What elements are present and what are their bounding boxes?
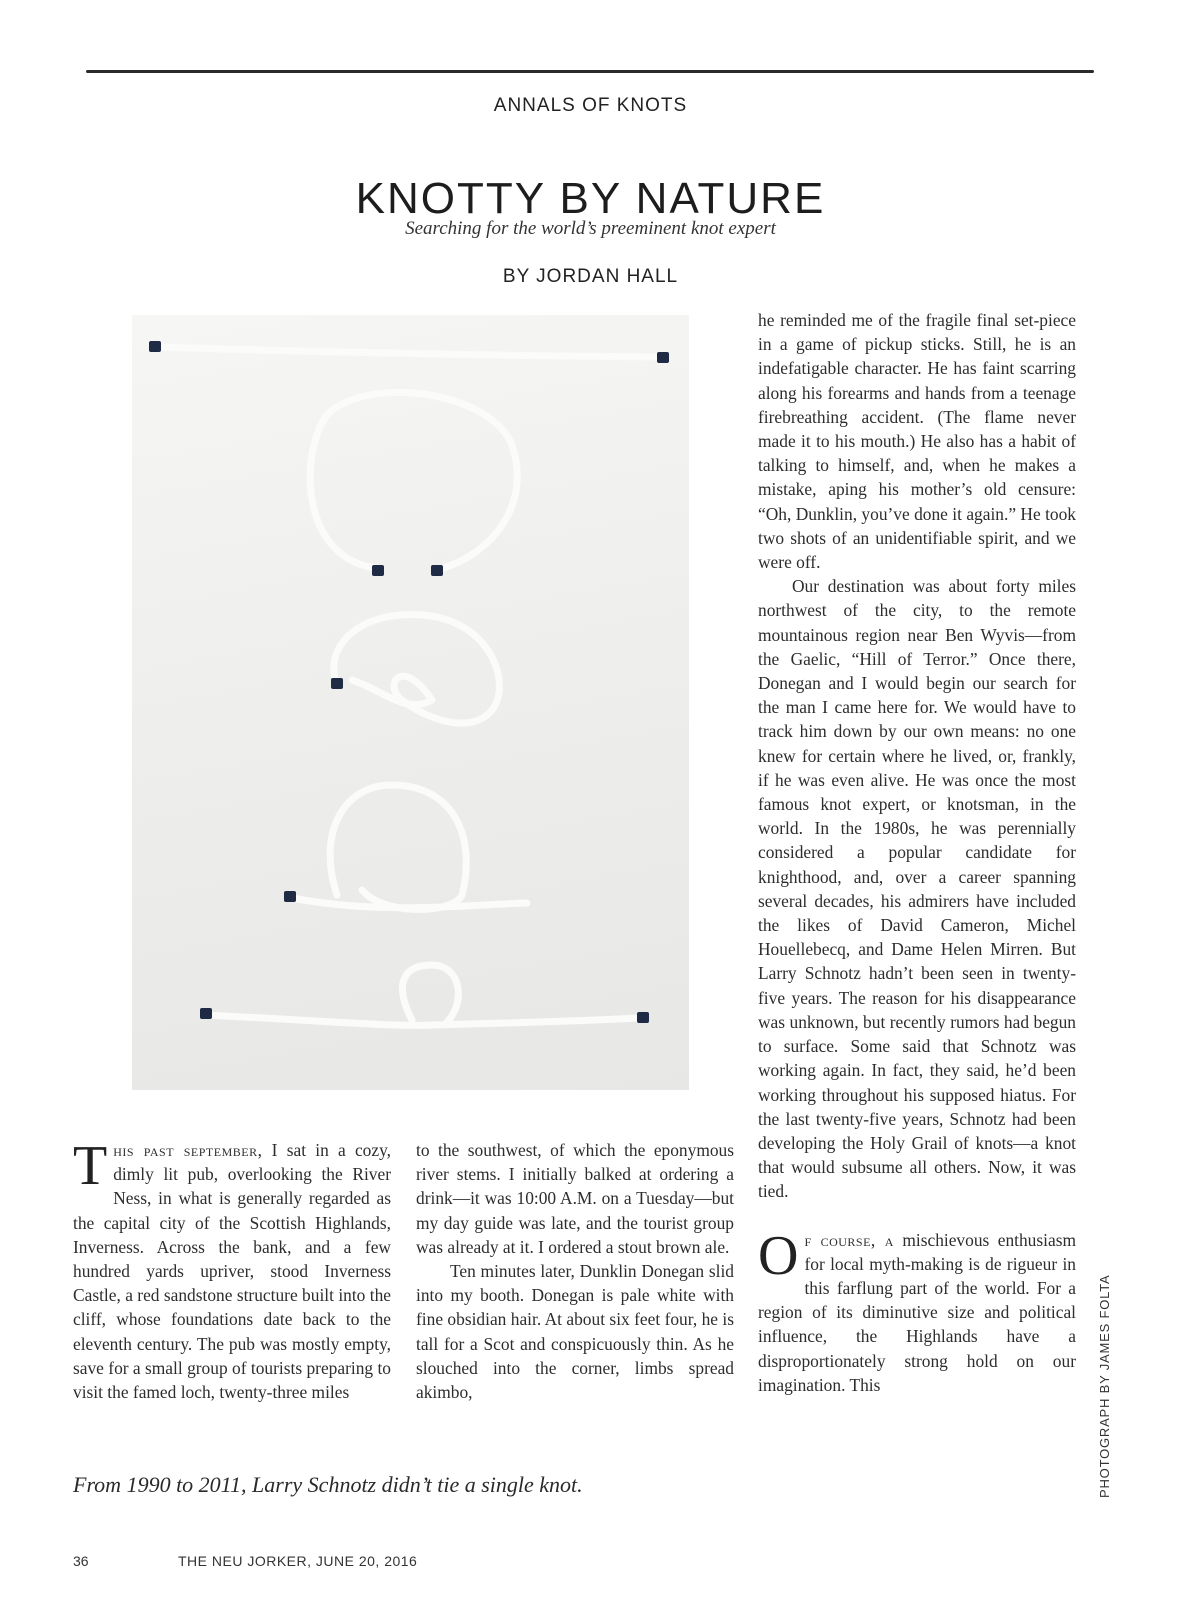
publication-footer: THE NEU JORKER, JUNE 20, 2016 (178, 1553, 418, 1569)
top-rule (86, 70, 1094, 73)
article-column-1 (73, 1135, 392, 1404)
body-paragraph: Ten minutes later, Dunklin Donegan slid into my booth. Donegan is pale white with fine obsidian hair. At about six feet four, he is tall for a Scot and conspicuously thin. As he slouched into the corner, limbs spread akimbo, (416, 1261, 734, 1403)
body-text: I sat in a cozy, dimly lit pub, overlooking the River Ness, in what is generally regarded as the capital city of the Scottish Highlands, Inverness. Across the bank, and a few hundred yards upriver, stood Inverness Castle, a red sandstone structure built into the cliff, whose foundations date back to the eleventh century. The pub was mostly empty, save for a small group of tourists preparing to visit the famed loch, twenty-three miles (73, 1140, 392, 1403)
rope-end-cap (149, 341, 161, 352)
rope-end-cap (200, 1008, 212, 1019)
knots-photograph (132, 315, 689, 1090)
drop-cap: O (758, 1224, 799, 1287)
pull-quote: From 1990 to 2011, Larry Schnotz didn’t tie a single knot. (73, 1472, 583, 1497)
article-column-2 (416, 1138, 734, 1404)
rope-end-cap (637, 1012, 649, 1023)
rope-open-loop (310, 392, 517, 570)
section-lead-in: f course, a (804, 1229, 894, 1250)
rope-end-cap (284, 891, 296, 902)
rope-final-knot (204, 965, 642, 1025)
body-text: mischievous enthusiasm for local myth-making is de rigueur in this farflung part of the world. For a region of its diminutive size and political influence, the Highlands have a disproportionately strong hold on our imagination. This (758, 1229, 1076, 1395)
lead-in: his past september, (113, 1140, 263, 1160)
article-byline: BY JORDAN HALL (502, 266, 679, 287)
photo-credit: PHOTOGRAPH BY JAMES FOLTA (1097, 1274, 1112, 1498)
section-kicker: ANNALS OF KNOTS (493, 95, 688, 116)
article-title: KNOTTY BY NATURE (355, 174, 826, 224)
rope-end-cap (431, 565, 443, 576)
article-column-3 (758, 308, 1076, 1397)
page-number: 36 (73, 1553, 89, 1569)
rope-end-cap (657, 352, 669, 363)
article-dek: Searching for the world’s preeminent knot expert (405, 218, 776, 239)
drop-cap: T (73, 1135, 108, 1197)
rope-straight (156, 347, 662, 357)
rope-end-cap (331, 678, 343, 689)
body-paragraph: he reminded me of the fragile final set-piece in a game of pickup sticks. Still, he is an indefatigable character. He has faint scarring along his forearms and hands from a teenage firebreathing accident. (The flame never made it to his mouth.) He also has a habit of talking to himself, and, when he makes a mistake, aping his mother’s old censure: “Oh, Dunklin, you’ve done it again.” He took two shots of an unidentifiable spirit, and we were off. (758, 310, 1076, 573)
body-paragraph: Our destination was about forty miles northwest of the city, to the remote mountainous region near Ben Wyvis—from the Gaelic, “Hill of Terror.” Once there, Donegan and I would begin our search for the man I came here for. We would have to track him down by our own means: no one knew for certain where he lived, or, frankly, if he was even alive. He was once the most famous knot expert, or knotsman, in the world. In the 1980s, he was perennially considered a popular candidate for knighthood, and, over a career spanning several decades, his admirers have included the likes of David Cameron, Michel Houellebecq, and Dame Helen Mirren. But Larry Schnotz hadn’t been seen in twenty-five years. The reason for his disappearance was unknown, but recently rumors had begun to surface. Some said that Schnotz was working again. In fact, they said, he’d been working throughout his supposed hiatus. For the last twenty-five years, Schnotz had been developing the Holy Grail of knots—a knot that would subsume all others. Now, it was tied. (758, 576, 1076, 1202)
rope-loop-knot (292, 785, 527, 909)
body-paragraph: to the southwest, of which the eponymous river stems. I initially balked at ordering a drink—it was 10:00 A.M. on a Tuesday—but my day guide was late, and the tourist group was already at it. I ordered a stout brown ale. (416, 1140, 734, 1257)
rope-end-cap (372, 565, 384, 576)
